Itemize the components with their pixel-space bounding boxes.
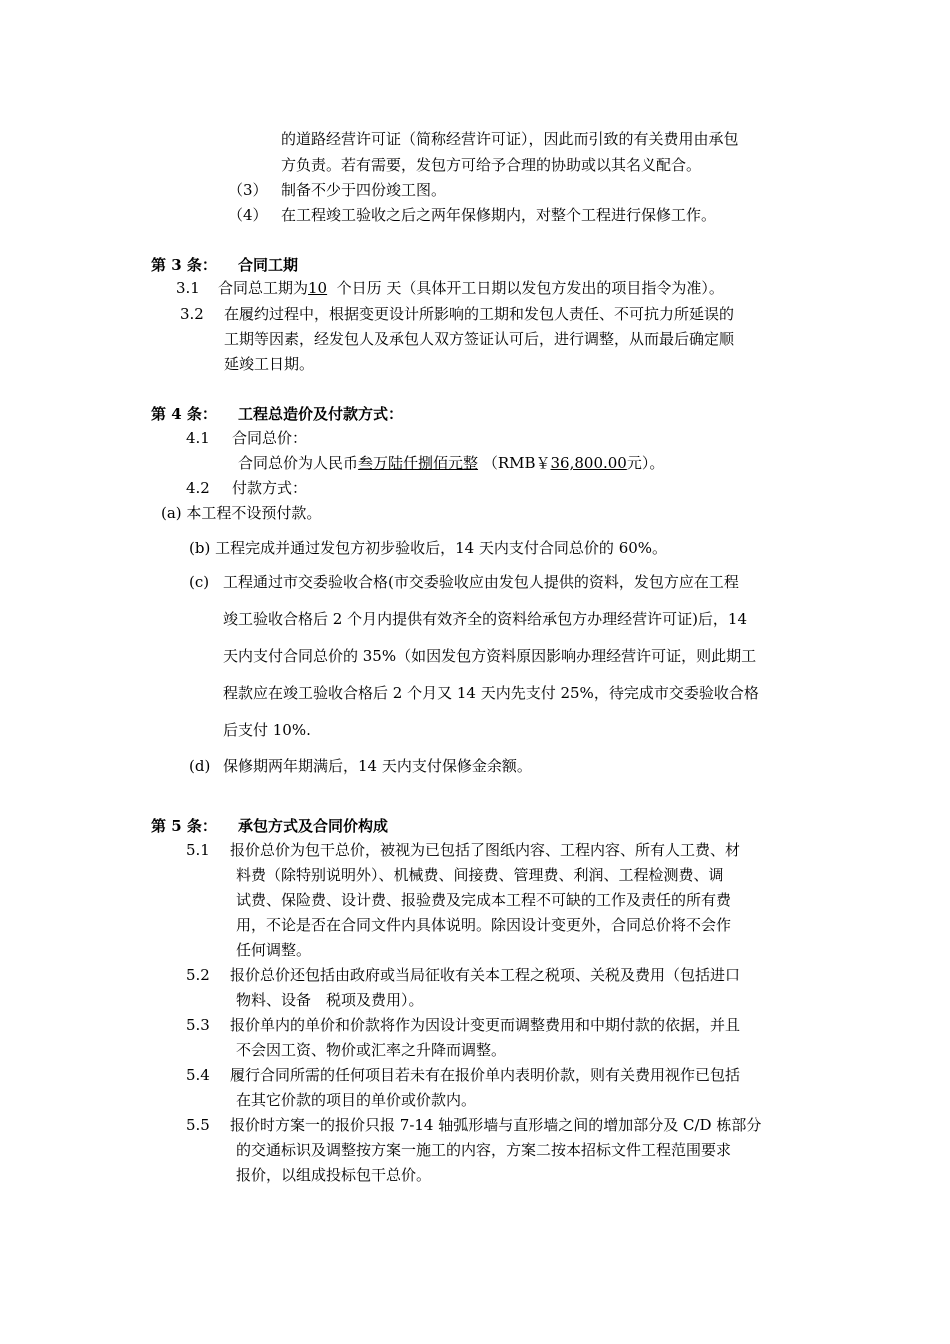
text-line: 料费（除特别说明外）、机械费、间接费、管理费、利润、工程检测费、调 bbox=[236, 866, 724, 884]
article-number: 第 3 条： bbox=[151, 256, 217, 274]
clause-number: 5.5 bbox=[186, 1116, 210, 1134]
clause-number: 5.1 bbox=[186, 841, 210, 859]
text-line: 延竣工日期。 bbox=[224, 355, 315, 373]
text-line: 工期等因素，经发包人及承包人双方签证认可后，进行调整，从而最后确定顺 bbox=[224, 330, 735, 348]
clause-text: 合同总工期为10 个日历 天（具体开工日期以发包方发出的项目指令为准）。 bbox=[218, 279, 724, 297]
text-line: 报价总价为包干总价，被视为已包括了图纸内容、工程内容、所有人工费、材 bbox=[230, 841, 741, 859]
clause-label: 合同总价： bbox=[232, 429, 308, 447]
clause-number: 3.1 bbox=[176, 279, 200, 297]
clause-label: 付款方式： bbox=[232, 479, 308, 497]
text-line: 天内支付合同总价的 35%（如因发包方资料原因影响办理经营许可证，则此期工 bbox=[223, 647, 757, 665]
text-line: 物料、设备 税项及费用）。 bbox=[236, 991, 424, 1009]
payment-item: (b) 工程完成并通过发包方初步验收后，14 天内支付合同总价的 60%。 bbox=[189, 539, 668, 557]
text-line: 制备不少于四份竣工图。 bbox=[281, 181, 447, 199]
text-line: 竣工验收合格后 2 个月内提供有效齐全的资料给承包方办理经营许可证)后，14 bbox=[223, 610, 748, 628]
item-number: （3） bbox=[228, 181, 268, 199]
clause-number: 4.2 bbox=[186, 479, 210, 497]
article-title: 合同工期 bbox=[238, 256, 299, 274]
text-line: 用，不论是否在合同文件内具体说明。除因设计变更外，合同总价将不会作 bbox=[236, 916, 732, 934]
text-line: 在工程竣工验收之后之两年保修期内，对整个工程进行保修工作。 bbox=[281, 206, 717, 224]
article-number: 第 5 条： bbox=[151, 817, 217, 835]
text-line: 的交通标识及调整按方案一施工的内容，方案二按本招标文件工程范围要求 bbox=[236, 1141, 732, 1159]
text-line: 的道路经营许可证（简称经营许可证），因此而引致的有关费用由承包 bbox=[281, 130, 739, 148]
article-title: 承包方式及合同价构成 bbox=[238, 817, 389, 835]
text-line: 试费、保险费、设计费、报验费及完成本工程不可缺的工作及责任的所有费 bbox=[236, 891, 732, 909]
contract-price-line: 合同总价为人民币叁万陆仟捌佰元整 （RMB￥36,800.00元）。 bbox=[238, 454, 665, 472]
clause-number: 5.3 bbox=[186, 1016, 210, 1034]
text-line: 报价单内的单价和价款将作为因设计变更而调整费用和中期付款的依据，并且 bbox=[230, 1016, 741, 1034]
text-line: 报价总价还包括由政府或当局征收有关本工程之税项、关税及费用（包括进口 bbox=[230, 966, 741, 984]
payment-item: (a) 本工程不设预付款。 bbox=[161, 504, 322, 522]
text-line: 程款应在竣工验收合格后 2 个月又 14 天内先支付 25%，待完成市交委验收合格 bbox=[223, 684, 759, 702]
clause-number: 4.1 bbox=[186, 429, 210, 447]
price-in-words: 叁万陆仟捌佰元整 bbox=[358, 454, 479, 472]
text-line: 报价，以组成投标包干总价。 bbox=[236, 1166, 432, 1184]
text-line: 在履约过程中，根据变更设计所影响的工期和发包人责任、不可抗力所延误的 bbox=[224, 305, 735, 323]
text-line: 保修期两年期满后，14 天内支付保修金余额。 bbox=[223, 757, 532, 775]
clause-number: 5.4 bbox=[186, 1066, 210, 1084]
item-number: （4） bbox=[228, 206, 268, 224]
text-line: 履行合同所需的任何项目若未有在报价单内表明价款，则有关费用视作已包括 bbox=[230, 1066, 741, 1084]
item-number: (c) bbox=[189, 573, 210, 591]
text-line: 不会因工资、物价或汇率之升降而调整。 bbox=[236, 1041, 507, 1059]
price-amount: 36,800.00 bbox=[550, 454, 627, 472]
text-line: 后支付 10%. bbox=[223, 721, 311, 739]
article-number: 第 4 条： bbox=[151, 405, 217, 423]
text-line: 报价时方案一的报价只报 7-14 轴弧形墙与直形墙之间的增加部分及 C/D 栋部分 bbox=[230, 1116, 762, 1134]
article-title: 工程总造价及付款方式： bbox=[238, 405, 404, 423]
text-line: 工程通过市交委验收合格(市交委验收应由发包人提供的资料，发包方应在工程 bbox=[223, 573, 739, 591]
clause-number: 3.2 bbox=[180, 305, 204, 323]
text-line: 在其它价款的项目的单价或价款内。 bbox=[236, 1091, 477, 1109]
clause-number: 5.2 bbox=[186, 966, 210, 984]
duration-value: 10 bbox=[308, 279, 328, 297]
text-line: 任何调整。 bbox=[236, 941, 312, 959]
text-line: 方负责。若有需要，发包方可给予合理的协助或以其名义配合。 bbox=[281, 156, 702, 174]
item-number: (d) bbox=[189, 757, 211, 775]
